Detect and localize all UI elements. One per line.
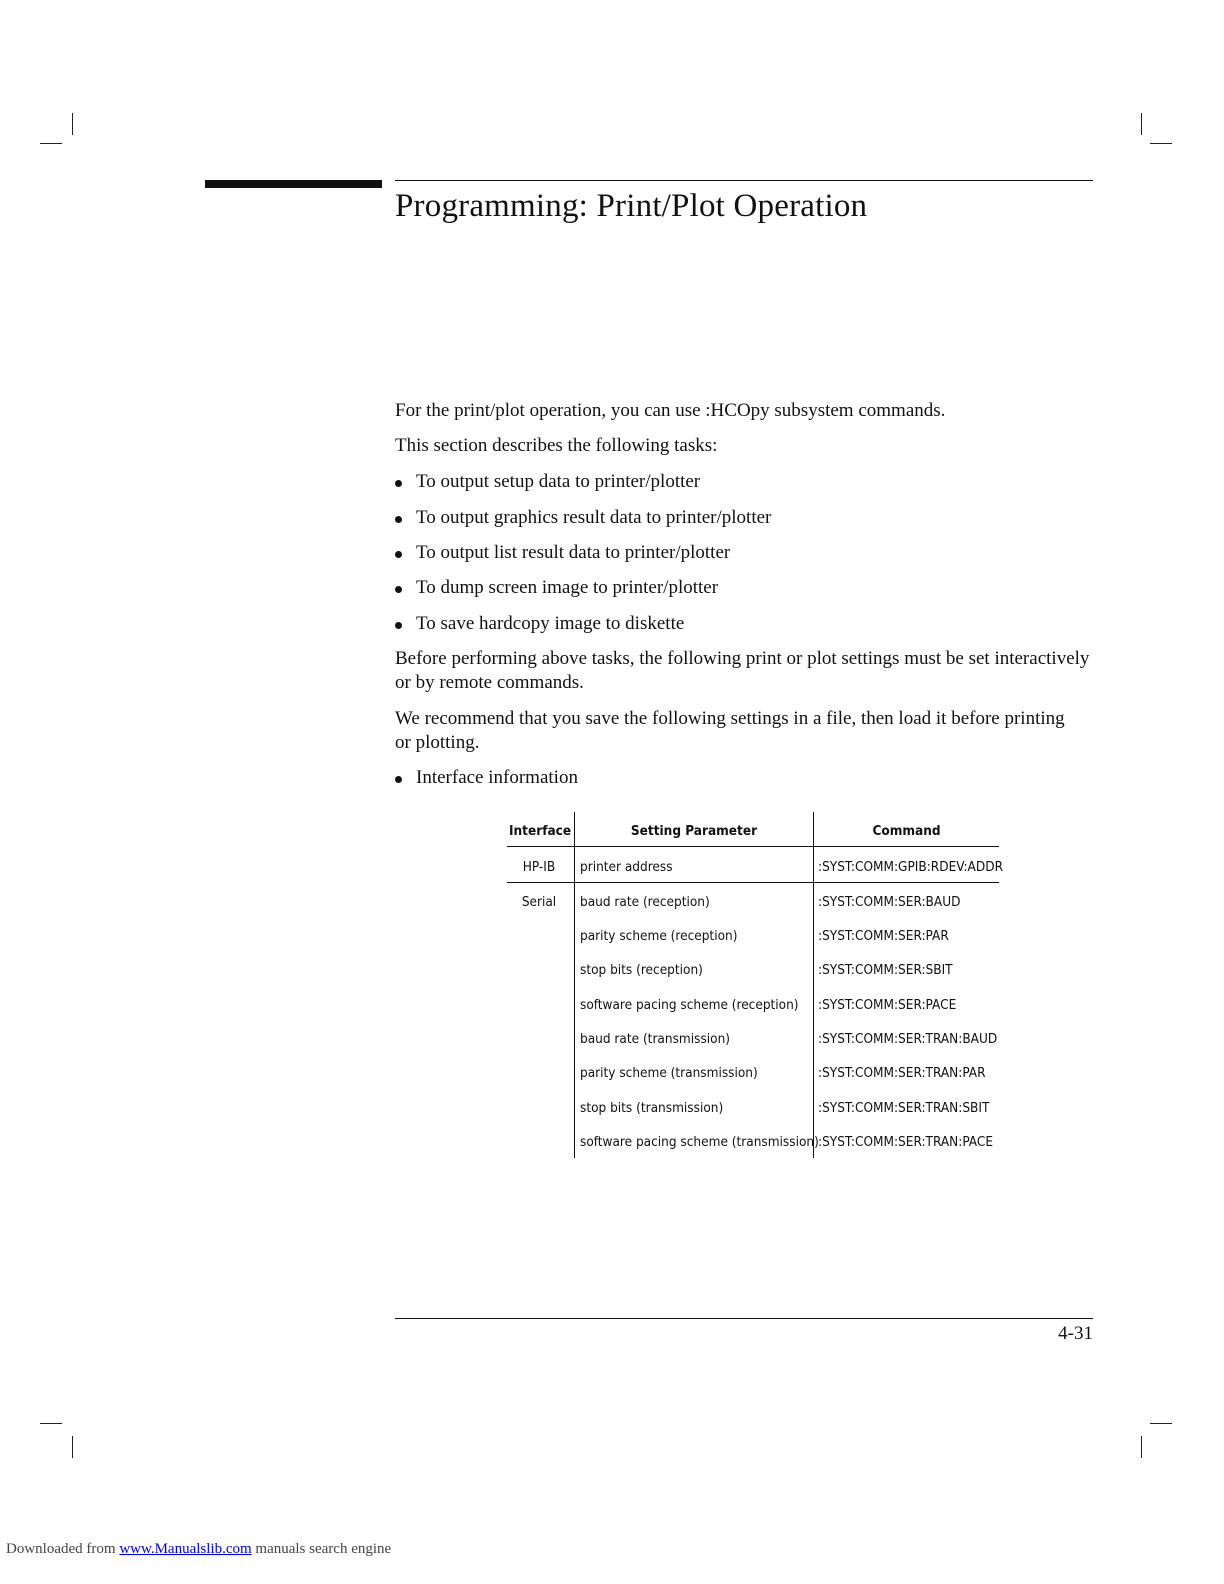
table-cell-command: :SYST:COMM:SER:BAUD (818, 894, 961, 910)
table-row-rule (507, 882, 999, 883)
table-header-parameter: Setting Parameter (630, 823, 758, 839)
page-number: 4-31 (1058, 1323, 1093, 1344)
footer-rule (395, 1318, 1093, 1319)
table-cell-command: :SYST:COMM:SER:TRAN:SBIT (818, 1100, 990, 1116)
table-cell-parameter: parity scheme (transmission) (580, 1065, 758, 1081)
bullet-icon (395, 622, 402, 629)
tasks-intro: This section describes the following tasks: (395, 435, 718, 456)
table-divider (574, 812, 575, 1158)
table-cell-command: :SYST:COMM:SER:TRAN:PACE (818, 1134, 994, 1150)
table-cell-command: :SYST:COMM:SER:TRAN:BAUD (818, 1031, 998, 1047)
crop-mark (1141, 113, 1142, 135)
bullet-icon (395, 551, 402, 558)
manualslib-link[interactable]: www.Manualslib.com (119, 1541, 252, 1557)
download-footer (6, 1541, 391, 1558)
intro-paragraph: For the print/plot operation, you can use :HCOpy subsystem commands. (395, 400, 946, 421)
recommend-paragraph: We recommend that you save the following settings in a file, then load it before printing or plotting. (395, 708, 1065, 753)
table-cell-parameter: baud rate (reception) (580, 894, 710, 910)
table-header-interface: Interface (509, 823, 572, 839)
table-cell-parameter: parity scheme (reception) (580, 928, 738, 944)
bullet-icon (395, 480, 402, 487)
table-cell-command: :SYST:COMM:SER:PACE (818, 997, 957, 1013)
table-cell-command: :SYST:COMM:SER:TRAN:PAR (818, 1065, 986, 1081)
table-divider (813, 812, 814, 1158)
table-header-rule (507, 846, 999, 847)
table-cell-interface: HP-IB (522, 859, 556, 875)
page-title: Programming: Print/Plot Operation (395, 188, 868, 224)
header-rule (395, 180, 1093, 181)
crop-mark (1150, 1423, 1172, 1424)
table-cell-parameter: software pacing scheme (transmission) (580, 1134, 819, 1150)
crop-mark (72, 1436, 73, 1458)
crop-mark (1141, 1436, 1142, 1458)
crop-mark (40, 143, 62, 144)
table-cell-command: :SYST:COMM:GPIB:RDEV:ADDR (818, 859, 1004, 875)
table-cell-parameter: baud rate (transmission) (580, 1031, 731, 1047)
chapter-bar (205, 180, 382, 188)
interface-table (507, 812, 1004, 1158)
bullet-icon (395, 586, 402, 593)
table-cell-parameter: stop bits (reception) (580, 962, 703, 978)
table-cell-command: :SYST:COMM:SER:SBIT (818, 962, 953, 978)
crop-mark (72, 113, 73, 135)
footer-prefix: Downloaded from (6, 1541, 116, 1557)
settings-paragraph: Before performing above tasks, the following print or plot settings must be set interactively or by remote commands. (395, 648, 1090, 693)
table-cell-parameter: software pacing scheme (reception) (580, 997, 799, 1013)
table-header-command: Command (872, 823, 941, 839)
table-cell-command: :SYST:COMM:SER:PAR (818, 928, 949, 944)
crop-mark (1150, 143, 1172, 144)
table-cell-interface: Serial (521, 894, 557, 910)
crop-mark (40, 1423, 62, 1424)
table-cell-parameter: printer address (580, 859, 673, 875)
bullet-icon (395, 516, 402, 523)
table-cell-parameter: stop bits (transmission) (580, 1100, 724, 1116)
bullet-icon (395, 776, 402, 783)
footer-suffix: manuals search engine (255, 1541, 392, 1557)
